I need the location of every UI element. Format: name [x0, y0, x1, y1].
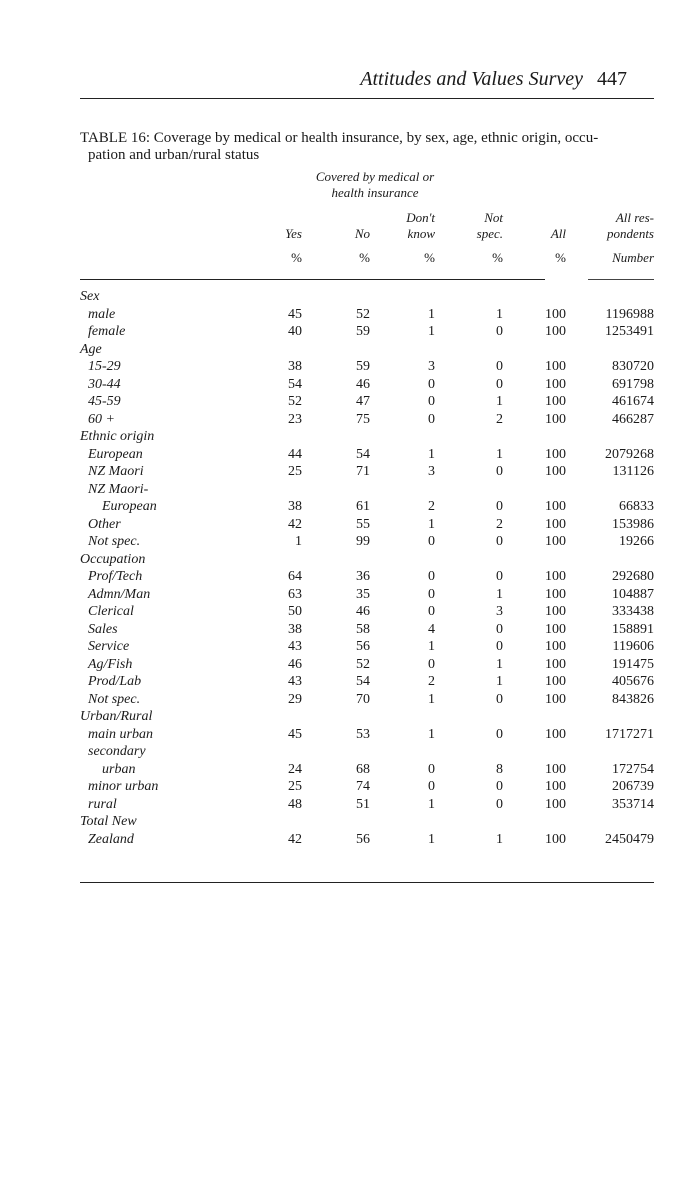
cell-no: 54 — [356, 674, 370, 689]
cell-yes: 38 — [288, 359, 302, 374]
table-row — [0, 743, 700, 760]
cell-notspec: 0 — [496, 691, 503, 707]
table-row — [0, 638, 700, 655]
cell-all: 100 — [545, 761, 566, 777]
cell-notspec: 0 — [496, 534, 503, 549]
row-label: 15-29 — [88, 359, 121, 374]
table-row — [0, 761, 700, 778]
cell-no: 56 — [356, 831, 370, 847]
row-label: Clerical — [88, 604, 134, 619]
cell-all: 100 — [545, 446, 566, 462]
cell-no: 70 — [356, 691, 370, 707]
row-label: Total New — [80, 814, 137, 829]
cell-yes: 38 — [288, 621, 302, 637]
caption-line-1: TABLE 16: Coverage by medical or health insurance, by sex, age, ethnic origin, occu- — [80, 130, 599, 146]
cell-dontknow: 1 — [428, 796, 435, 812]
cell-yes: 48 — [288, 796, 302, 812]
cell-total: 104887 — [612, 586, 654, 602]
caption-line-2: pation and urban/rural status — [88, 147, 260, 163]
table-row — [0, 708, 700, 725]
cell-yes: 38 — [288, 499, 302, 514]
col-allresp-line-2: pondents — [607, 226, 654, 241]
table-row — [0, 656, 700, 673]
page-number: 447 — [597, 68, 627, 90]
cell-all: 100 — [545, 796, 566, 812]
col-dontknow-line-2: know — [407, 226, 435, 241]
cell-no: 52 — [356, 656, 370, 672]
cell-no: 51 — [356, 796, 370, 812]
header-rule-right — [588, 279, 654, 280]
table-row — [0, 673, 700, 690]
cell-notspec: 0 — [496, 376, 503, 392]
cell-no: 56 — [356, 639, 370, 654]
col-allrespondents-header — [564, 210, 654, 242]
col-dontknow-header — [375, 210, 435, 242]
cell-dontknow: 0 — [428, 569, 435, 584]
cell-total: 292680 — [612, 569, 654, 584]
row-label: secondary — [88, 744, 146, 759]
running-title: Attitudes and Values Survey — [360, 68, 583, 90]
col-notspec-line-1: Not — [484, 210, 503, 225]
cell-yes: 1 — [295, 534, 302, 549]
cell-notspec: 1 — [496, 306, 503, 322]
cell-notspec: 2 — [496, 411, 503, 427]
cell-dontknow: 1 — [428, 831, 435, 847]
cell-no: 35 — [356, 586, 370, 602]
cell-no: 68 — [356, 761, 370, 777]
unit-number: Number — [612, 250, 654, 265]
table-row — [0, 796, 700, 813]
cell-total: 172754 — [612, 761, 654, 777]
row-label: NZ Maori- — [88, 481, 149, 497]
row-label: Not spec. — [88, 691, 141, 707]
cell-total: 2450479 — [605, 831, 654, 847]
cell-yes: 25 — [288, 464, 302, 479]
cell-dontknow: 0 — [428, 534, 435, 549]
row-label: NZ Maori — [88, 464, 144, 479]
cell-no: 52 — [356, 306, 370, 322]
cell-all: 100 — [545, 516, 566, 532]
row-label: female — [88, 324, 126, 339]
cell-total: 1253491 — [605, 324, 654, 339]
cell-dontknow: 1 — [428, 726, 435, 742]
cell-notspec: 3 — [496, 604, 503, 619]
cell-total: 131126 — [612, 464, 654, 479]
table-row — [0, 621, 700, 638]
bottom-rule — [80, 882, 654, 883]
cell-no: 99 — [356, 534, 370, 549]
cell-yes: 63 — [288, 586, 302, 602]
cell-all: 100 — [545, 831, 566, 847]
table-row — [0, 446, 700, 463]
cell-total: 353714 — [612, 796, 654, 812]
cell-notspec: 1 — [496, 674, 503, 689]
cell-dontknow: 3 — [428, 359, 435, 374]
cell-no: 36 — [356, 569, 370, 584]
cell-no: 55 — [356, 516, 370, 532]
cell-total: 691798 — [612, 376, 654, 392]
cell-all: 100 — [545, 464, 566, 479]
cell-dontknow: 1 — [428, 691, 435, 707]
cell-yes: 52 — [288, 394, 302, 409]
table-row — [0, 498, 700, 515]
cell-notspec: 0 — [496, 726, 503, 742]
cell-notspec: 0 — [496, 621, 503, 637]
table-row — [0, 288, 700, 305]
cell-yes: 64 — [288, 569, 302, 584]
unit-notspec: % — [492, 250, 503, 265]
table-row — [0, 603, 700, 620]
table-row — [0, 533, 700, 550]
top-rule — [80, 98, 654, 99]
spanner-line-2: health insurance — [331, 185, 419, 200]
cell-all: 100 — [545, 324, 566, 339]
cell-no: 75 — [356, 411, 370, 427]
row-label: Occupation — [80, 551, 146, 567]
row-label: Other — [88, 516, 121, 532]
cell-yes: 43 — [288, 639, 302, 654]
cell-dontknow: 1 — [428, 324, 435, 339]
cell-notspec: 2 — [496, 516, 503, 532]
cell-all: 100 — [545, 499, 566, 514]
table-row — [0, 726, 700, 743]
row-label: urban — [102, 761, 136, 777]
col-all-header: All — [550, 226, 566, 241]
cell-dontknow: 1 — [428, 306, 435, 322]
cell-dontknow: 1 — [428, 639, 435, 654]
cell-total: 19266 — [619, 534, 654, 549]
cell-dontknow: 0 — [428, 411, 435, 427]
cell-yes: 25 — [288, 779, 302, 794]
cell-total: 153986 — [612, 516, 654, 532]
col-dontknow-line-1: Don't — [406, 210, 435, 225]
unit-all: % — [555, 250, 566, 265]
cell-total: 830720 — [612, 359, 654, 374]
cell-yes: 50 — [288, 604, 302, 619]
cell-notspec: 1 — [496, 446, 503, 462]
cell-total: 2079268 — [605, 446, 654, 462]
spanner-header — [300, 169, 450, 201]
cell-dontknow: 2 — [428, 499, 435, 514]
row-label: 30-44 — [88, 376, 121, 392]
row-label: Prod/Lab — [88, 674, 142, 689]
table-row — [0, 778, 700, 795]
row-label: Admn/Man — [88, 586, 151, 602]
cell-all: 100 — [545, 306, 566, 322]
table-row — [0, 551, 700, 568]
cell-notspec: 0 — [496, 569, 503, 584]
cell-total: 1717271 — [605, 726, 654, 742]
table-row — [0, 463, 700, 480]
unit-yes: % — [291, 250, 302, 265]
row-label: Sales — [88, 621, 118, 637]
row-label: 45-59 — [88, 394, 121, 409]
cell-all: 100 — [545, 726, 566, 742]
cell-notspec: 0 — [496, 779, 503, 794]
cell-no: 54 — [356, 446, 370, 462]
cell-all: 100 — [545, 656, 566, 672]
row-label: minor urban — [88, 779, 159, 794]
cell-dontknow: 0 — [428, 761, 435, 777]
cell-dontknow: 3 — [428, 464, 435, 479]
cell-no: 59 — [356, 324, 370, 339]
col-no-header: No — [354, 226, 370, 241]
table-row — [0, 813, 700, 830]
table-row — [0, 358, 700, 375]
table-row — [0, 411, 700, 428]
cell-dontknow: 0 — [428, 394, 435, 409]
cell-all: 100 — [545, 569, 566, 584]
cell-dontknow: 0 — [428, 604, 435, 619]
table-row — [0, 428, 700, 445]
cell-dontknow: 2 — [428, 674, 435, 689]
cell-all: 100 — [545, 674, 566, 689]
cell-total: 333438 — [612, 604, 654, 619]
cell-notspec: 8 — [496, 761, 503, 777]
cell-dontknow: 0 — [428, 656, 435, 672]
row-label: Sex — [80, 289, 100, 304]
row-label: Service — [88, 639, 130, 654]
table-row — [0, 376, 700, 393]
table-row — [0, 341, 700, 358]
spanner-line-1: Covered by medical or — [315, 169, 435, 184]
cell-notspec: 1 — [496, 656, 503, 672]
cell-dontknow: 0 — [428, 586, 435, 602]
unit-dontknow: % — [424, 250, 435, 265]
cell-yes: 45 — [288, 726, 302, 742]
cell-yes: 43 — [288, 674, 302, 689]
table-row — [0, 481, 700, 498]
cell-dontknow: 4 — [428, 621, 435, 637]
table-row — [0, 831, 700, 848]
cell-dontknow: 1 — [428, 446, 435, 462]
cell-yes: 54 — [288, 376, 302, 392]
cell-all: 100 — [545, 411, 566, 427]
cell-all: 100 — [545, 604, 566, 619]
cell-no: 71 — [356, 464, 370, 479]
cell-notspec: 0 — [496, 464, 503, 479]
cell-all: 100 — [545, 779, 566, 794]
cell-total: 405676 — [612, 674, 654, 689]
row-label: Not spec. — [88, 534, 141, 549]
cell-yes: 46 — [288, 656, 302, 672]
cell-yes: 42 — [288, 516, 302, 532]
cell-all: 100 — [545, 691, 566, 707]
cell-notspec: 1 — [496, 394, 503, 409]
cell-no: 46 — [356, 376, 370, 392]
cell-all: 100 — [545, 621, 566, 637]
row-label: European — [102, 499, 157, 514]
row-label: Age — [80, 341, 102, 357]
table-caption — [80, 130, 654, 164]
cell-yes: 40 — [288, 324, 302, 339]
col-yes-header: Yes — [285, 226, 302, 241]
cell-yes: 45 — [288, 306, 302, 322]
row-label: Zealand — [88, 831, 134, 847]
cell-notspec: 1 — [496, 831, 503, 847]
table-row — [0, 393, 700, 410]
cell-all: 100 — [545, 586, 566, 602]
row-label: Ag/Fish — [88, 656, 133, 672]
col-notspec-header — [443, 210, 503, 242]
header-rule — [80, 279, 545, 280]
table-row — [0, 306, 700, 323]
cell-total: 191475 — [612, 656, 654, 672]
cell-notspec: 0 — [496, 796, 503, 812]
row-label: main urban — [88, 726, 153, 742]
cell-all: 100 — [545, 394, 566, 409]
cell-no: 58 — [356, 621, 370, 637]
row-label: European — [88, 446, 143, 462]
table-row — [0, 691, 700, 708]
cell-notspec: 0 — [496, 499, 503, 514]
cell-dontknow: 1 — [428, 516, 435, 532]
cell-no: 47 — [356, 394, 370, 409]
row-label: Prof/Tech — [88, 569, 143, 584]
cell-no: 59 — [356, 359, 370, 374]
running-head — [0, 68, 627, 91]
cell-yes: 24 — [288, 761, 302, 777]
cell-total: 206739 — [612, 779, 654, 794]
cell-dontknow: 0 — [428, 779, 435, 794]
col-notspec-line-2: spec. — [476, 226, 503, 241]
cell-no: 61 — [356, 499, 370, 514]
cell-yes: 44 — [288, 446, 302, 462]
cell-no: 53 — [356, 726, 370, 742]
cell-notspec: 0 — [496, 639, 503, 654]
cell-dontknow: 0 — [428, 376, 435, 392]
cell-total: 119606 — [612, 639, 654, 654]
cell-notspec: 1 — [496, 586, 503, 602]
table-row — [0, 586, 700, 603]
cell-notspec: 0 — [496, 324, 503, 339]
cell-yes: 23 — [288, 411, 302, 427]
col-allresp-line-1: All res- — [615, 210, 654, 225]
cell-all: 100 — [545, 534, 566, 549]
cell-total: 66833 — [619, 499, 654, 514]
row-label: male — [88, 306, 116, 322]
row-label: 60 + — [88, 411, 115, 427]
cell-total: 158891 — [612, 621, 654, 637]
row-label: rural — [88, 796, 117, 812]
cell-total: 461674 — [612, 394, 654, 409]
row-label: Urban/Rural — [80, 709, 153, 724]
cell-total: 1196988 — [605, 306, 654, 322]
cell-total: 466287 — [612, 411, 654, 427]
table-row — [0, 568, 700, 585]
cell-yes: 29 — [288, 691, 302, 707]
cell-all: 100 — [545, 376, 566, 392]
cell-no: 46 — [356, 604, 370, 619]
table-row — [0, 323, 700, 340]
row-label: Ethnic origin — [80, 429, 155, 444]
cell-all: 100 — [545, 359, 566, 374]
table-row — [0, 516, 700, 533]
cell-yes: 42 — [288, 831, 302, 847]
cell-no: 74 — [356, 779, 370, 794]
cell-all: 100 — [545, 639, 566, 654]
unit-no: % — [359, 250, 370, 265]
cell-total: 843826 — [612, 691, 654, 707]
cell-notspec: 0 — [496, 359, 503, 374]
